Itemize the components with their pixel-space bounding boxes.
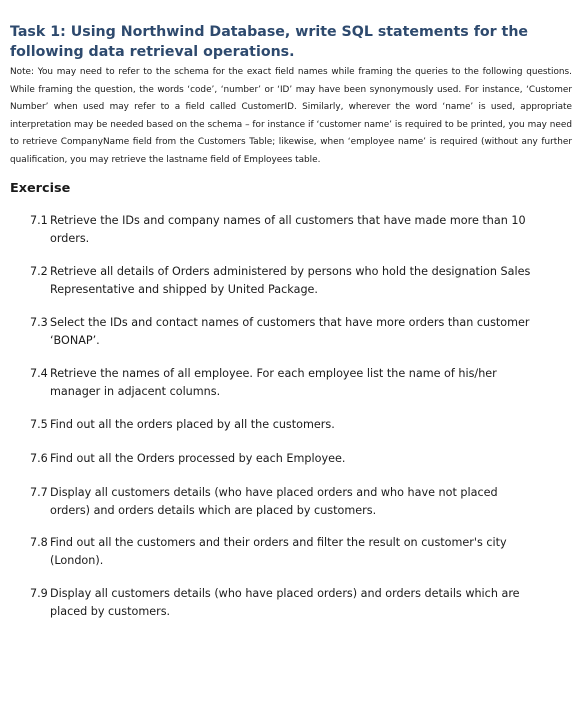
task-note: Note: You may need to refer to the schema for the exact field names while framing the queries to the following questions. While framing the question, the words ‘code’, ‘number’ or ‘ID’ may have been synonymously used. For instance, ‘Customer Number’ when used may refer to a field called CustomerID. Similarly, wherever the word ‘name’ is used, appropriate interpretation may be needed based on the schema – for instance if ‘customer name’ is required to be printed, you may need to retrieve CompanyName field from the Customers Table; likewise, when ‘employee name’ is required (without any further qualification, you may retrieve the lastname field of Employees table. [10, 67, 572, 165]
exercise-item-text: Find out all the orders placed by all the customers. [50, 418, 335, 431]
exercise-item-7-6 [30, 450, 540, 468]
exercise-item-7-8 [30, 534, 540, 570]
exercise-item-number: 7.4 [30, 367, 48, 380]
exercise-item-text: Display all customers details (who have placed orders) and orders details which are placed by customers. [50, 587, 520, 618]
exercise-item-text: Find out all the Orders processed by each Employee. [50, 452, 346, 465]
exercise-heading: Exercise [10, 181, 71, 196]
exercise-item-number: 7.7 [30, 486, 48, 499]
exercise-item-number: 7.8 [30, 536, 48, 549]
exercise-item-number: 7.6 [30, 452, 48, 465]
exercise-item-text: Retrieve the names of all employee. For each employee list the name of his/her manager in adjacent columns. [50, 367, 497, 398]
exercise-item-7-2 [30, 263, 540, 299]
exercise-item-7-4 [30, 365, 540, 401]
exercise-item-7-5 [30, 416, 540, 434]
exercise-item-7-7 [30, 484, 540, 520]
exercise-item-number: 7.2 [30, 265, 48, 278]
exercise-item-text: Display all customers details (who have placed orders and who have not placed orders) and orders details which are placed by customers. [50, 486, 498, 517]
exercise-item-text: Find out all the customers and their orders and filter the result on customer's city (London). [50, 536, 507, 567]
exercise-item-number: 7.9 [30, 587, 48, 600]
exercise-item-number: 7.1 [30, 214, 48, 227]
exercise-item-7-3 [30, 314, 540, 350]
task-title: Task 1: Using Northwind Database, write SQL statements for the following data retrieval operations. [10, 24, 529, 60]
exercise-item-7-9 [30, 585, 540, 621]
exercise-item-number: 7.5 [30, 418, 48, 431]
exercise-item-text: Select the IDs and contact names of customers that have more orders than customer ‘BONAP’. [50, 316, 530, 347]
exercise-item-number: 7.3 [30, 316, 48, 329]
exercise-item-text: Retrieve the IDs and company names of all customers that have made more than 10 orders. [50, 214, 526, 245]
exercise-item-7-1 [30, 212, 540, 248]
exercise-item-text: Retrieve all details of Orders administered by persons who hold the designation Sales Representative and shipped by United Package. [50, 265, 531, 296]
